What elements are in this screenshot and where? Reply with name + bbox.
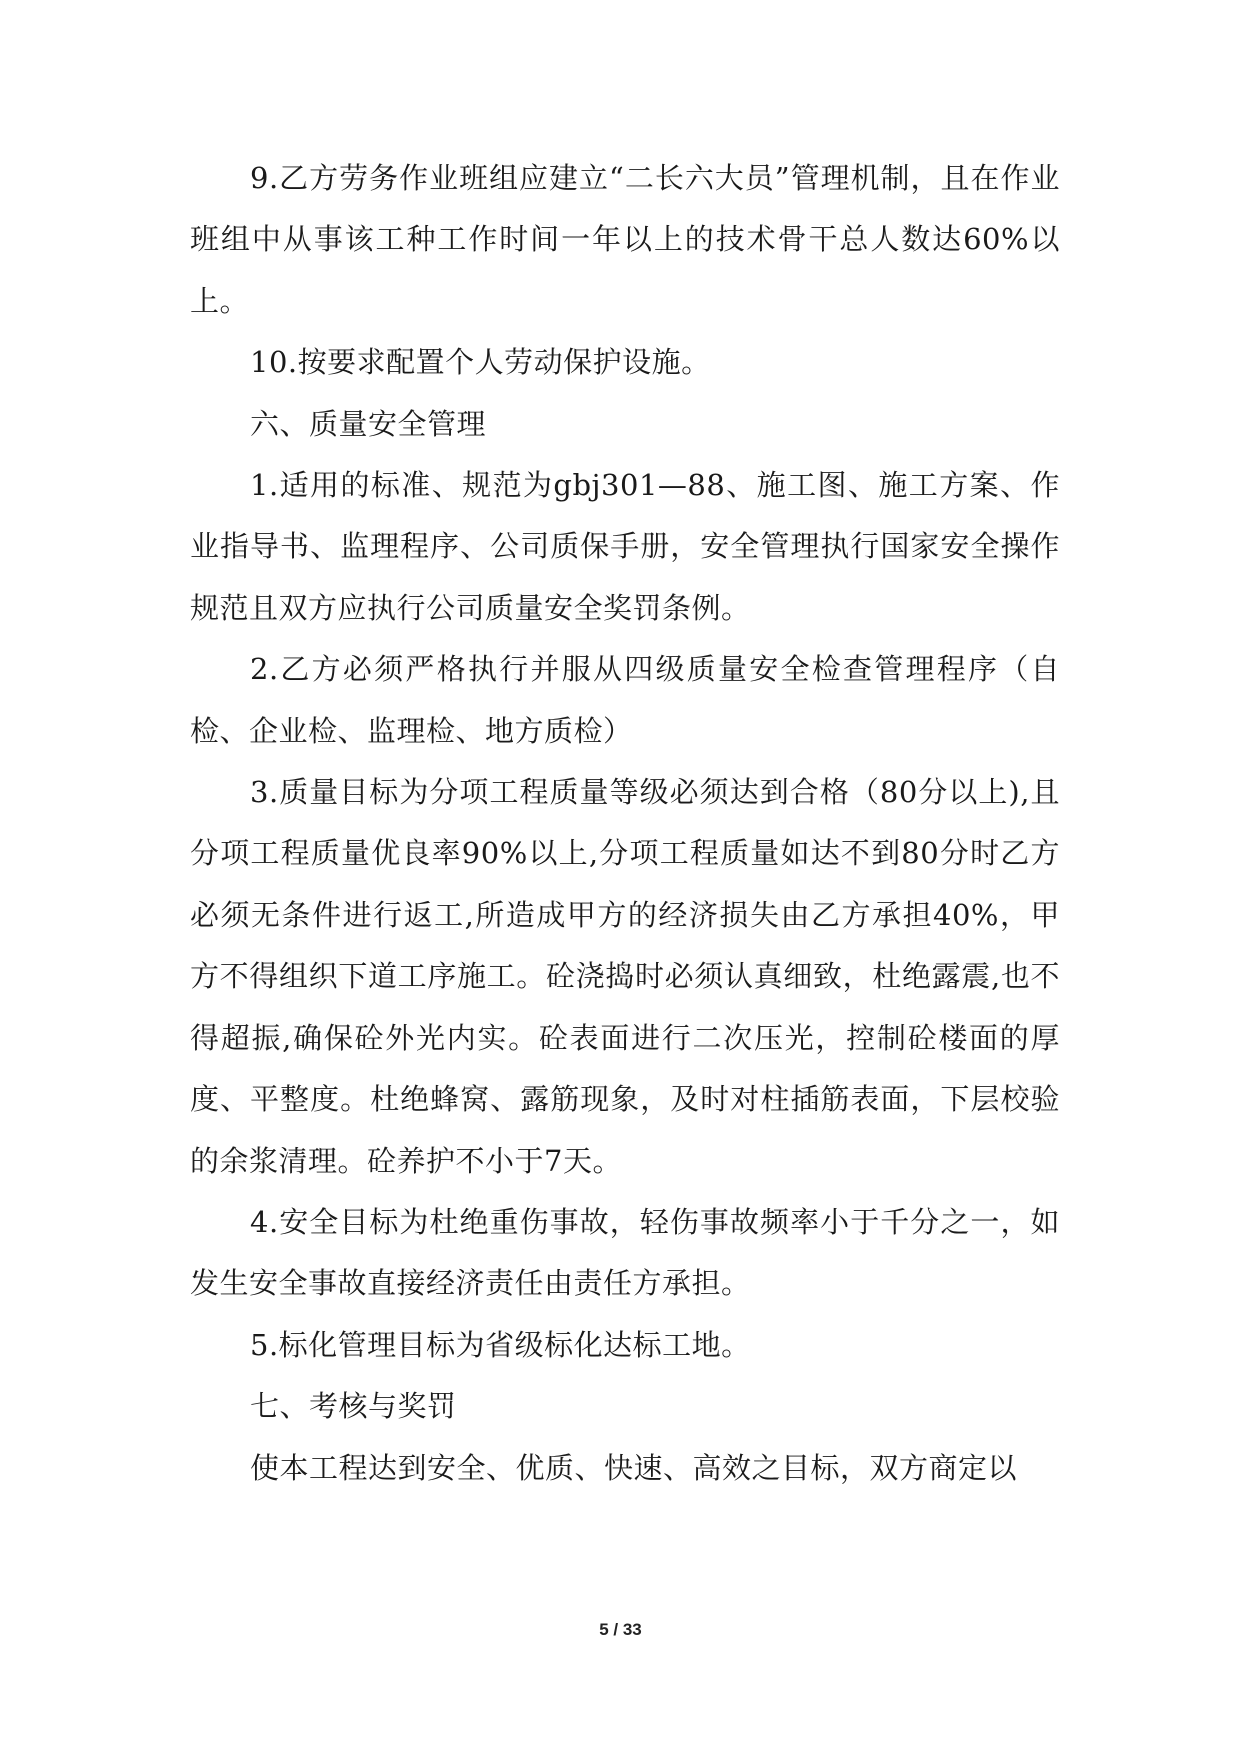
paragraph-item-3-quality-target: 3.质量目标为分项工程质量等级必须达到合格（80分以上),且分项工程质量优良率90%以上,分项工程质量如达不到80分时乙方必须无条件进行返工,所造成甲方的经济损失由乙方承担40%，甲方不得组织下道工序施工。砼浇捣时必须认真细致，杜绝露震,也不得超振,确保砼外光内实。砼表面进行二次压光，控制砼楼面的厚度、平整度。杜绝蜂窝、露筋现象，及时对柱插筋表面，下层校验的余浆清理。砼养护不小于7天。 xyxy=(190,775,1060,1178)
paragraph-item-2-inspection: 2.乙方必须严格执行并服从四级质量安全检查管理程序（自检、企业检、监理检、地方质检） xyxy=(190,652,1060,748)
paragraph-assessment-intro: 使本工程达到安全、优质、快速、高效之目标，双方商定以 xyxy=(250,1450,1018,1485)
section-heading-assessment: 七、考核与奖罚 xyxy=(250,1389,457,1424)
document-body xyxy=(190,148,1060,1499)
paragraph-item-9: 9.乙方劳务作业班组应建立“二长六大员”管理机制，且在作业班组中从事该工种工作时间一年以上的技术骨干总人数达60%以上。 xyxy=(190,161,1060,318)
paragraph-item-10: 10.按要求配置个人劳动保护设施。 xyxy=(250,345,711,380)
section-heading-quality-safety: 六、质量安全管理 xyxy=(250,406,487,441)
paragraph-item-4-safety-target: 4.安全目标为杜绝重伤事故，轻伤事故频率小于千分之一，如发生安全事故直接经济责任由责任方承担。 xyxy=(190,1204,1060,1301)
paragraph-item-5-standardization: 5.标化管理目标为省级标化达标工地。 xyxy=(250,1327,751,1362)
paragraph-item-1-standards: 1.适用的标准、规范为gbj301—88、施工图、施工方案、作业指导书、监理程序、公司质保手册，安全管理执行国家安全操作规范且双方应执行公司质量安全奖罚条例。 xyxy=(190,468,1060,625)
page-number: 5 / 33 xyxy=(599,1620,642,1639)
